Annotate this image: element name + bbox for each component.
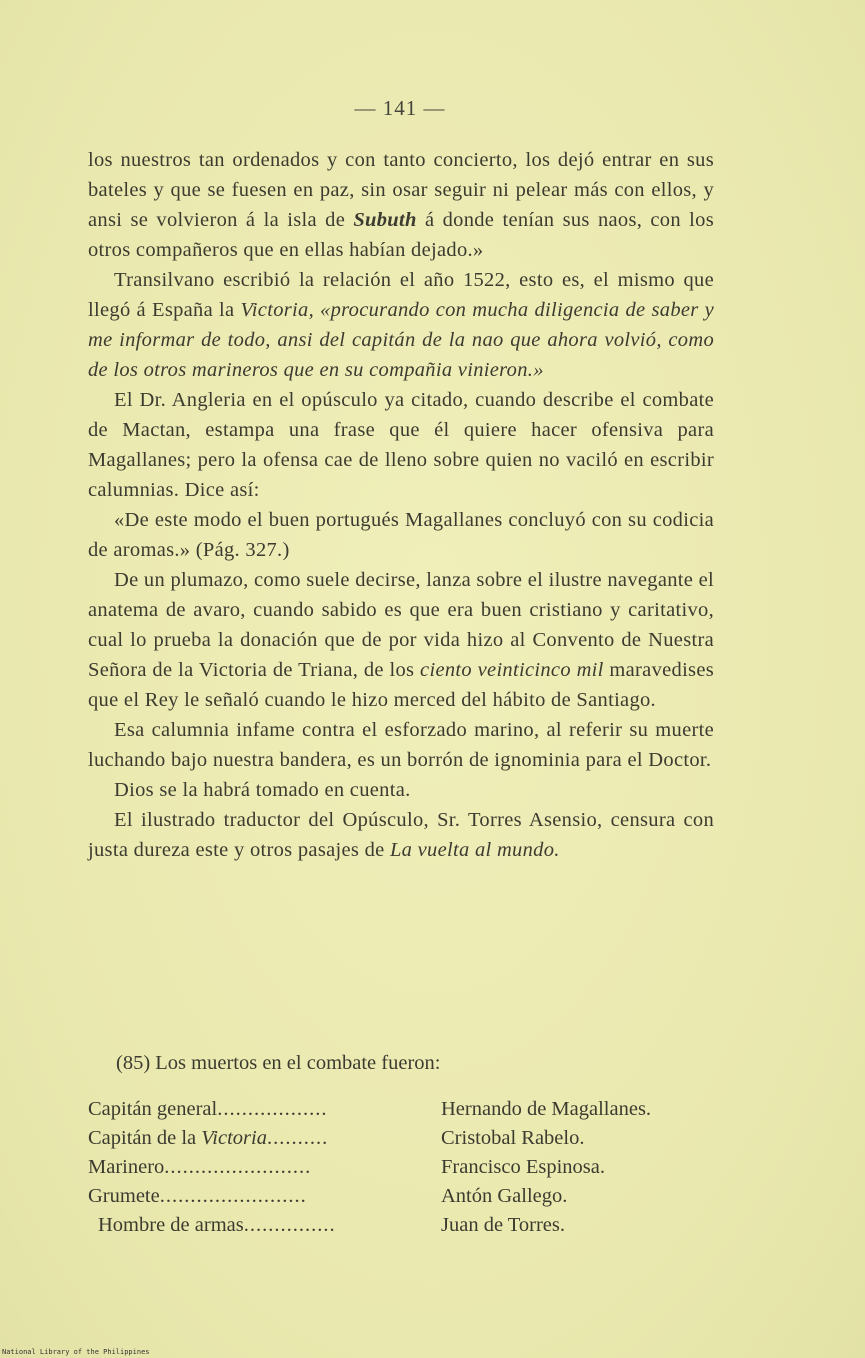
casualty-row [88, 1181, 728, 1210]
paragraph-7: Dios se la habrá tomado en cuenta. [114, 779, 411, 801]
paragraph-5 [88, 565, 714, 715]
paragraph-4: «De este modo el buen portugués Magallanes concluyó con su codicia de aromas.» (Pág. 327.) [88, 509, 714, 561]
paragraph-3: El Dr. Angleria en el opúsculo ya citado, cuando describe el combate de Mactan, estampa una frase que él quiere hacer ofensiva para Magallanes; pero la ofensa cae de lleno sobre quien no vaciló en escribir calumnias. Dice así: [88, 389, 714, 501]
paragraph-1 [88, 145, 714, 265]
casualty-name: Francisco Espinosa. [441, 1156, 605, 1178]
casualty-name: Cristobal Rabelo. [441, 1127, 585, 1149]
paragraph-6: Esa calumnia infame contra el esforzado marino, al referir su muerte luchando bajo nuestra bandera, es un borrón de ignominia para el Doctor. [88, 719, 714, 771]
italic-place-name: Subuth [353, 209, 417, 231]
casualty-role: Capitán de la Victoria.......... [88, 1127, 329, 1149]
italic-ship-name: Victoria, [240, 299, 314, 321]
text-run: El ilustrado traductor del Opúsculo, Sr. Torres Asensio, censura con justa dureza este y otros pasajes de [88, 809, 714, 861]
casualty-role: Hombre de armas............... [98, 1214, 336, 1236]
casualty-row [88, 1123, 728, 1152]
text-run: maravedises que el Rey le señaló cuando le hizo merced del hábito de Santiago. [88, 659, 715, 711]
paragraph-2 [88, 265, 714, 385]
page-number: — 141 — [354, 96, 446, 120]
text-run: los nuestros tan ordenados y con tanto concierto, los dejó entrar en sus bateles y que se fuesen en paz, sin osar seguir ni pelear más con ellos, y ansi se volvieron á la isla de [88, 149, 714, 231]
casualty-role: Marinero........................ [88, 1156, 312, 1178]
casualty-row [88, 1210, 728, 1239]
casualty-role: Capitán general.................. [88, 1098, 328, 1120]
italic-book-title: La vuelta al mundo. [389, 839, 560, 861]
text-run: Transilvano escribió la relación el año 1522, esto es, el mismo que llegó á España la [88, 269, 714, 321]
casualty-name: Juan de Torres. [441, 1214, 566, 1236]
casualty-list [88, 1094, 728, 1239]
italic-amount: ciento veinticinco mil [420, 659, 604, 681]
casualty-name: Antón Gallego. [441, 1185, 568, 1207]
text-run: á donde tenían sus naos, con los otros compañeros que en ellas habían dejado.» [88, 209, 714, 261]
main-text [88, 145, 714, 865]
library-stamp: National Library of the Philippines [2, 1348, 150, 1356]
footnote-85 [88, 1048, 728, 1239]
casualty-role: Grumete........................ [88, 1185, 307, 1207]
paragraph-8 [88, 805, 714, 865]
text-run: De un plumazo, como suele decirse, lanza sobre el ilustre navegante el anatema de avaro, cuando sabido es que era buen cristiano y caritativo, cual lo prueba la donación que de por vida hizo al Convento de Nuestra Señora de la Victoria de Triana, de los [88, 569, 714, 681]
casualty-name: Hernando de Magallanes. [441, 1098, 652, 1120]
italic-quotation: «procurando con mucha diligencia de saber y me informar de todo, ansi del capitán de la nao que ahora volvió, como de los otros marineros que en su compañia vinieron.» [88, 299, 714, 381]
footnote-heading: (85) Los muertos en el combate fueron: [116, 1052, 441, 1074]
casualty-row [88, 1094, 728, 1123]
casualty-row [88, 1152, 728, 1181]
